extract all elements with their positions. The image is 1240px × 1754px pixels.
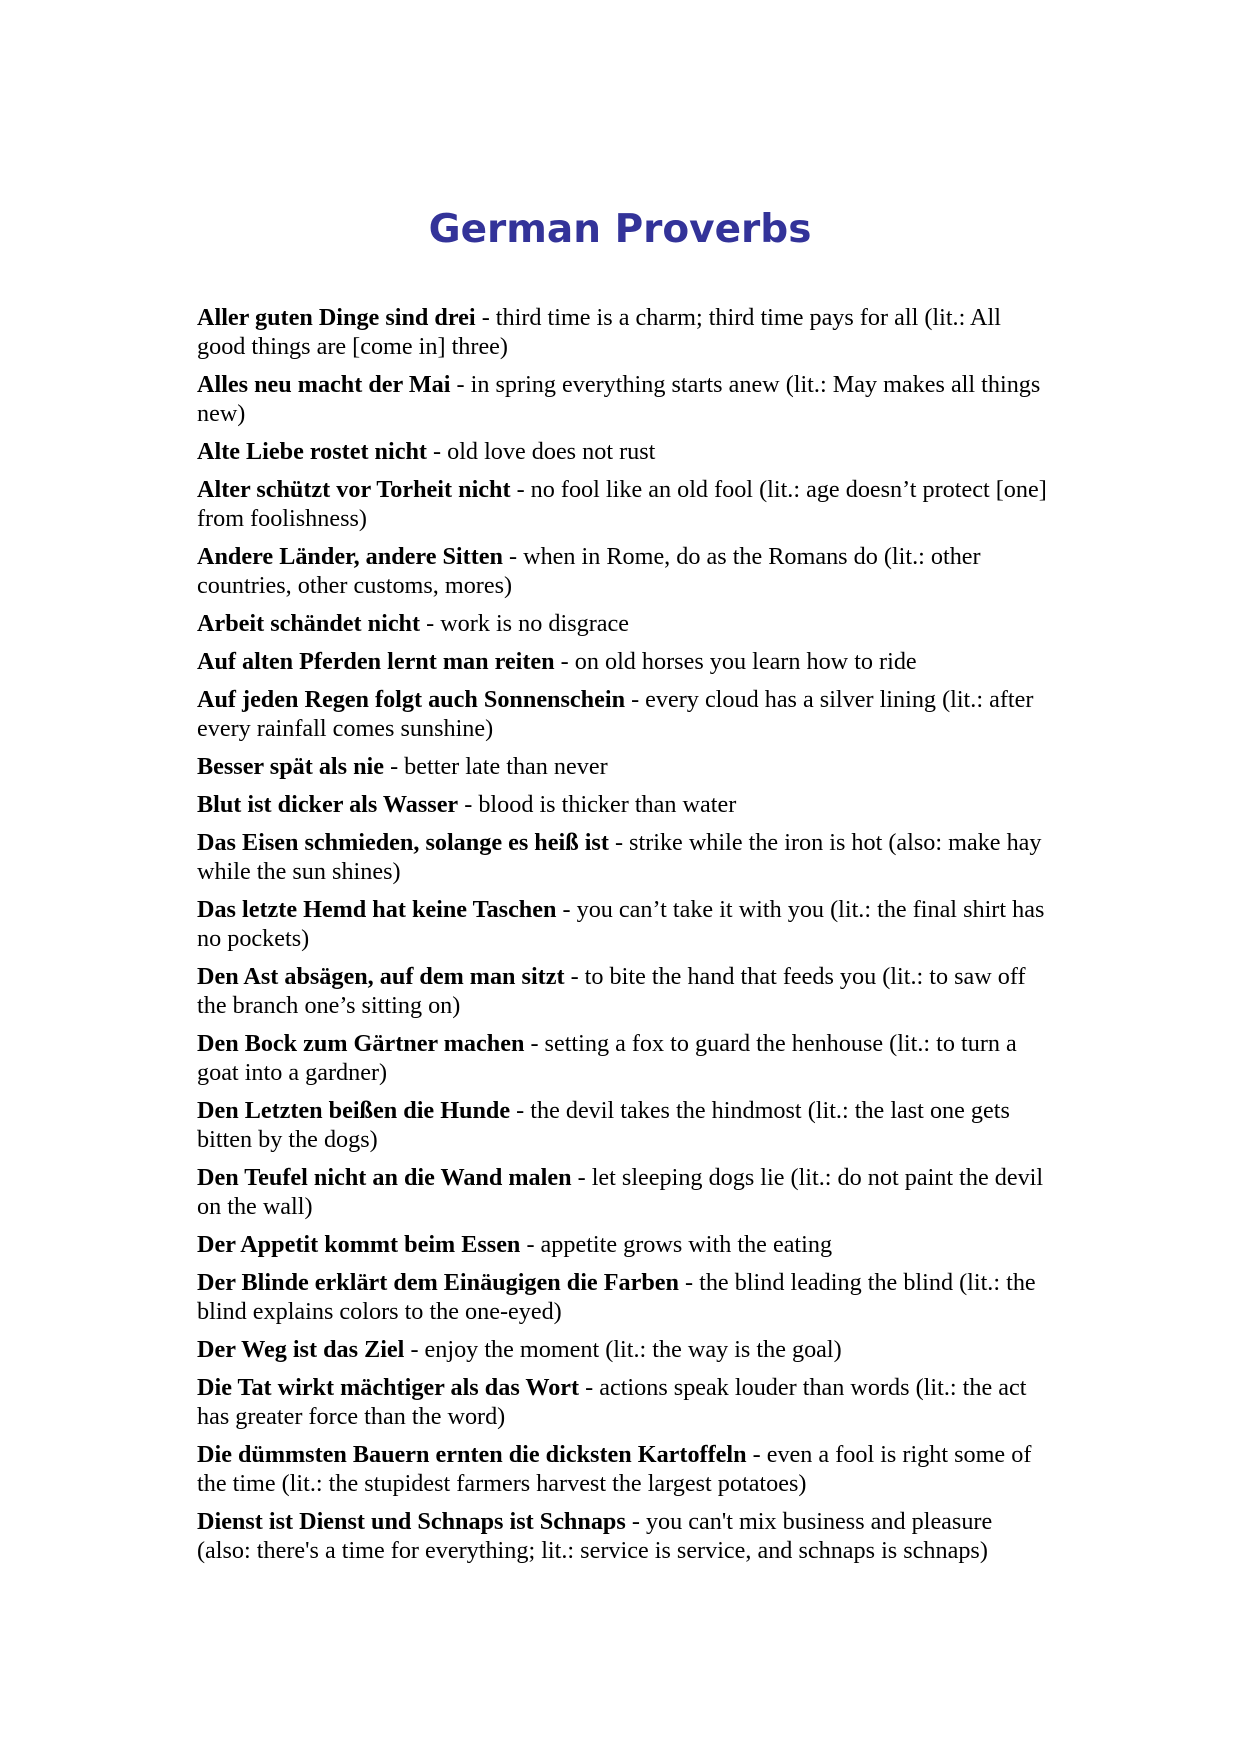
proverb-meaning: - you can’t take it with you (lit.: the final shirt has no pockets)	[197, 896, 1045, 952]
proverb-german: Auf jeden Regen folgt auch Sonnenschein	[197, 686, 626, 713]
proverb-meaning: - every cloud has a silver lining (lit.: after every rainfall comes sunshine)	[197, 686, 1034, 742]
proverb-german: Blut ist dicker als Wasser	[197, 791, 459, 818]
list-item	[197, 1230, 1047, 1259]
proverb-meaning: - old love does not rust	[426, 438, 656, 465]
list-item	[197, 1507, 1047, 1565]
list-item	[197, 828, 1047, 886]
list-item	[197, 1268, 1047, 1326]
list-item	[197, 609, 1047, 638]
proverb-meaning: - setting a fox to guard the henhouse (lit.: to turn a goat into a gardner)	[197, 1030, 1017, 1086]
proverb-german: Andere Länder, andere Sitten	[197, 543, 503, 570]
proverb-meaning: - on old horses you learn how to ride	[554, 648, 917, 675]
proverb-german: Alter schützt vor Torheit nicht	[197, 476, 511, 503]
list-item	[197, 1029, 1047, 1087]
proverb-german: Der Weg ist das Ziel	[197, 1336, 405, 1363]
proverb-german: Auf alten Pferden lernt man reiten	[197, 648, 555, 675]
proverb-german: Der Appetit kommt beim Essen	[197, 1231, 521, 1258]
list-item	[197, 370, 1047, 428]
proverb-german: Die dümmsten Bauern ernten die dicksten Kartoffeln	[197, 1441, 747, 1468]
list-item	[197, 1373, 1047, 1431]
proverb-german: Die Tat wirkt mächtiger als das Wort	[197, 1374, 580, 1401]
list-item	[197, 790, 1047, 819]
proverb-german: Alte Liebe rostet nicht	[197, 438, 427, 465]
list-item	[197, 647, 1047, 676]
proverb-german: Alles neu macht der Mai	[197, 371, 451, 398]
proverb-meaning: - better late than never	[384, 753, 608, 780]
proverb-meaning: - strike while the iron is hot (also: make hay while the sun shines)	[197, 829, 1042, 885]
proverb-meaning: - to bite the hand that feeds you (lit.: to saw off the branch one’s sitting on)	[197, 963, 1026, 1019]
proverb-german: Den Letzten beißen die Hunde	[197, 1097, 511, 1124]
proverb-german: Arbeit schändet nicht	[197, 610, 421, 637]
proverb-meaning: - appetite grows with the eating	[520, 1231, 833, 1258]
proverb-german: Das Eisen schmieden, solange es heiß ist	[197, 829, 609, 856]
list-item	[197, 475, 1047, 533]
proverb-list	[197, 303, 1047, 1574]
proverb-german: Den Ast absägen, auf dem man sitzt	[197, 963, 565, 990]
proverb-german: Der Blinde erklärt dem Einäugigen die Farben	[197, 1269, 679, 1296]
proverb-meaning: - let sleeping dogs lie (lit.: do not paint the devil on the wall)	[197, 1164, 1044, 1220]
proverb-german: Den Bock zum Gärtner machen	[197, 1030, 525, 1057]
proverb-meaning: - enjoy the moment (lit.: the way is the goal)	[404, 1336, 842, 1363]
proverb-meaning: - you can't mix business and pleasure (also: there's a time for everything; lit.: service is service, and schnaps is schnaps)	[197, 1508, 993, 1564]
proverb-meaning: - third time is a charm; third time pays for all (lit.: All good things are [come in] three)	[197, 304, 1001, 360]
proverb-meaning: - work is no disgrace	[420, 610, 629, 637]
proverb-meaning: - when in Rome, do as the Romans do (lit.: other countries, other customs, mores)	[197, 543, 981, 599]
list-item	[197, 1440, 1047, 1498]
proverb-german: Den Teufel nicht an die Wand malen	[197, 1164, 572, 1191]
list-item	[197, 437, 1047, 466]
list-item	[197, 685, 1047, 743]
proverb-german: Das letzte Hemd hat keine Taschen	[197, 896, 557, 923]
proverb-meaning: - blood is thicker than water	[458, 791, 737, 818]
proverb-german: Dienst ist Dienst und Schnaps ist Schnaps	[197, 1508, 626, 1535]
page-title: German Proverbs	[428, 207, 812, 252]
proverb-meaning: - the devil takes the hindmost (lit.: the last one gets bitten by the dogs)	[197, 1097, 1010, 1153]
proverb-meaning: - in spring everything starts anew (lit.: May makes all things new)	[197, 371, 1041, 427]
proverb-german: Besser spät als nie	[197, 753, 385, 780]
proverb-meaning: - actions speak louder than words (lit.: the act has greater force than the word)	[197, 1374, 1027, 1430]
proverb-meaning: - no fool like an old fool (lit.: age doesn’t protect [one] from foolishness)	[197, 476, 1047, 532]
proverb-meaning: - even a fool is right some of the time (lit.: the stupidest farmers harvest the largest potatoes)	[197, 1441, 1032, 1497]
proverb-german: Aller guten Dinge sind drei	[197, 304, 476, 331]
list-item	[197, 542, 1047, 600]
list-item	[197, 1096, 1047, 1154]
list-item	[197, 895, 1047, 953]
list-item	[197, 962, 1047, 1020]
list-item	[197, 752, 1047, 781]
list-item	[197, 303, 1047, 361]
list-item	[197, 1163, 1047, 1221]
list-item	[197, 1335, 1047, 1364]
proverb-meaning: - the blind leading the blind (lit.: the blind explains colors to the one-eyed)	[197, 1269, 1036, 1325]
